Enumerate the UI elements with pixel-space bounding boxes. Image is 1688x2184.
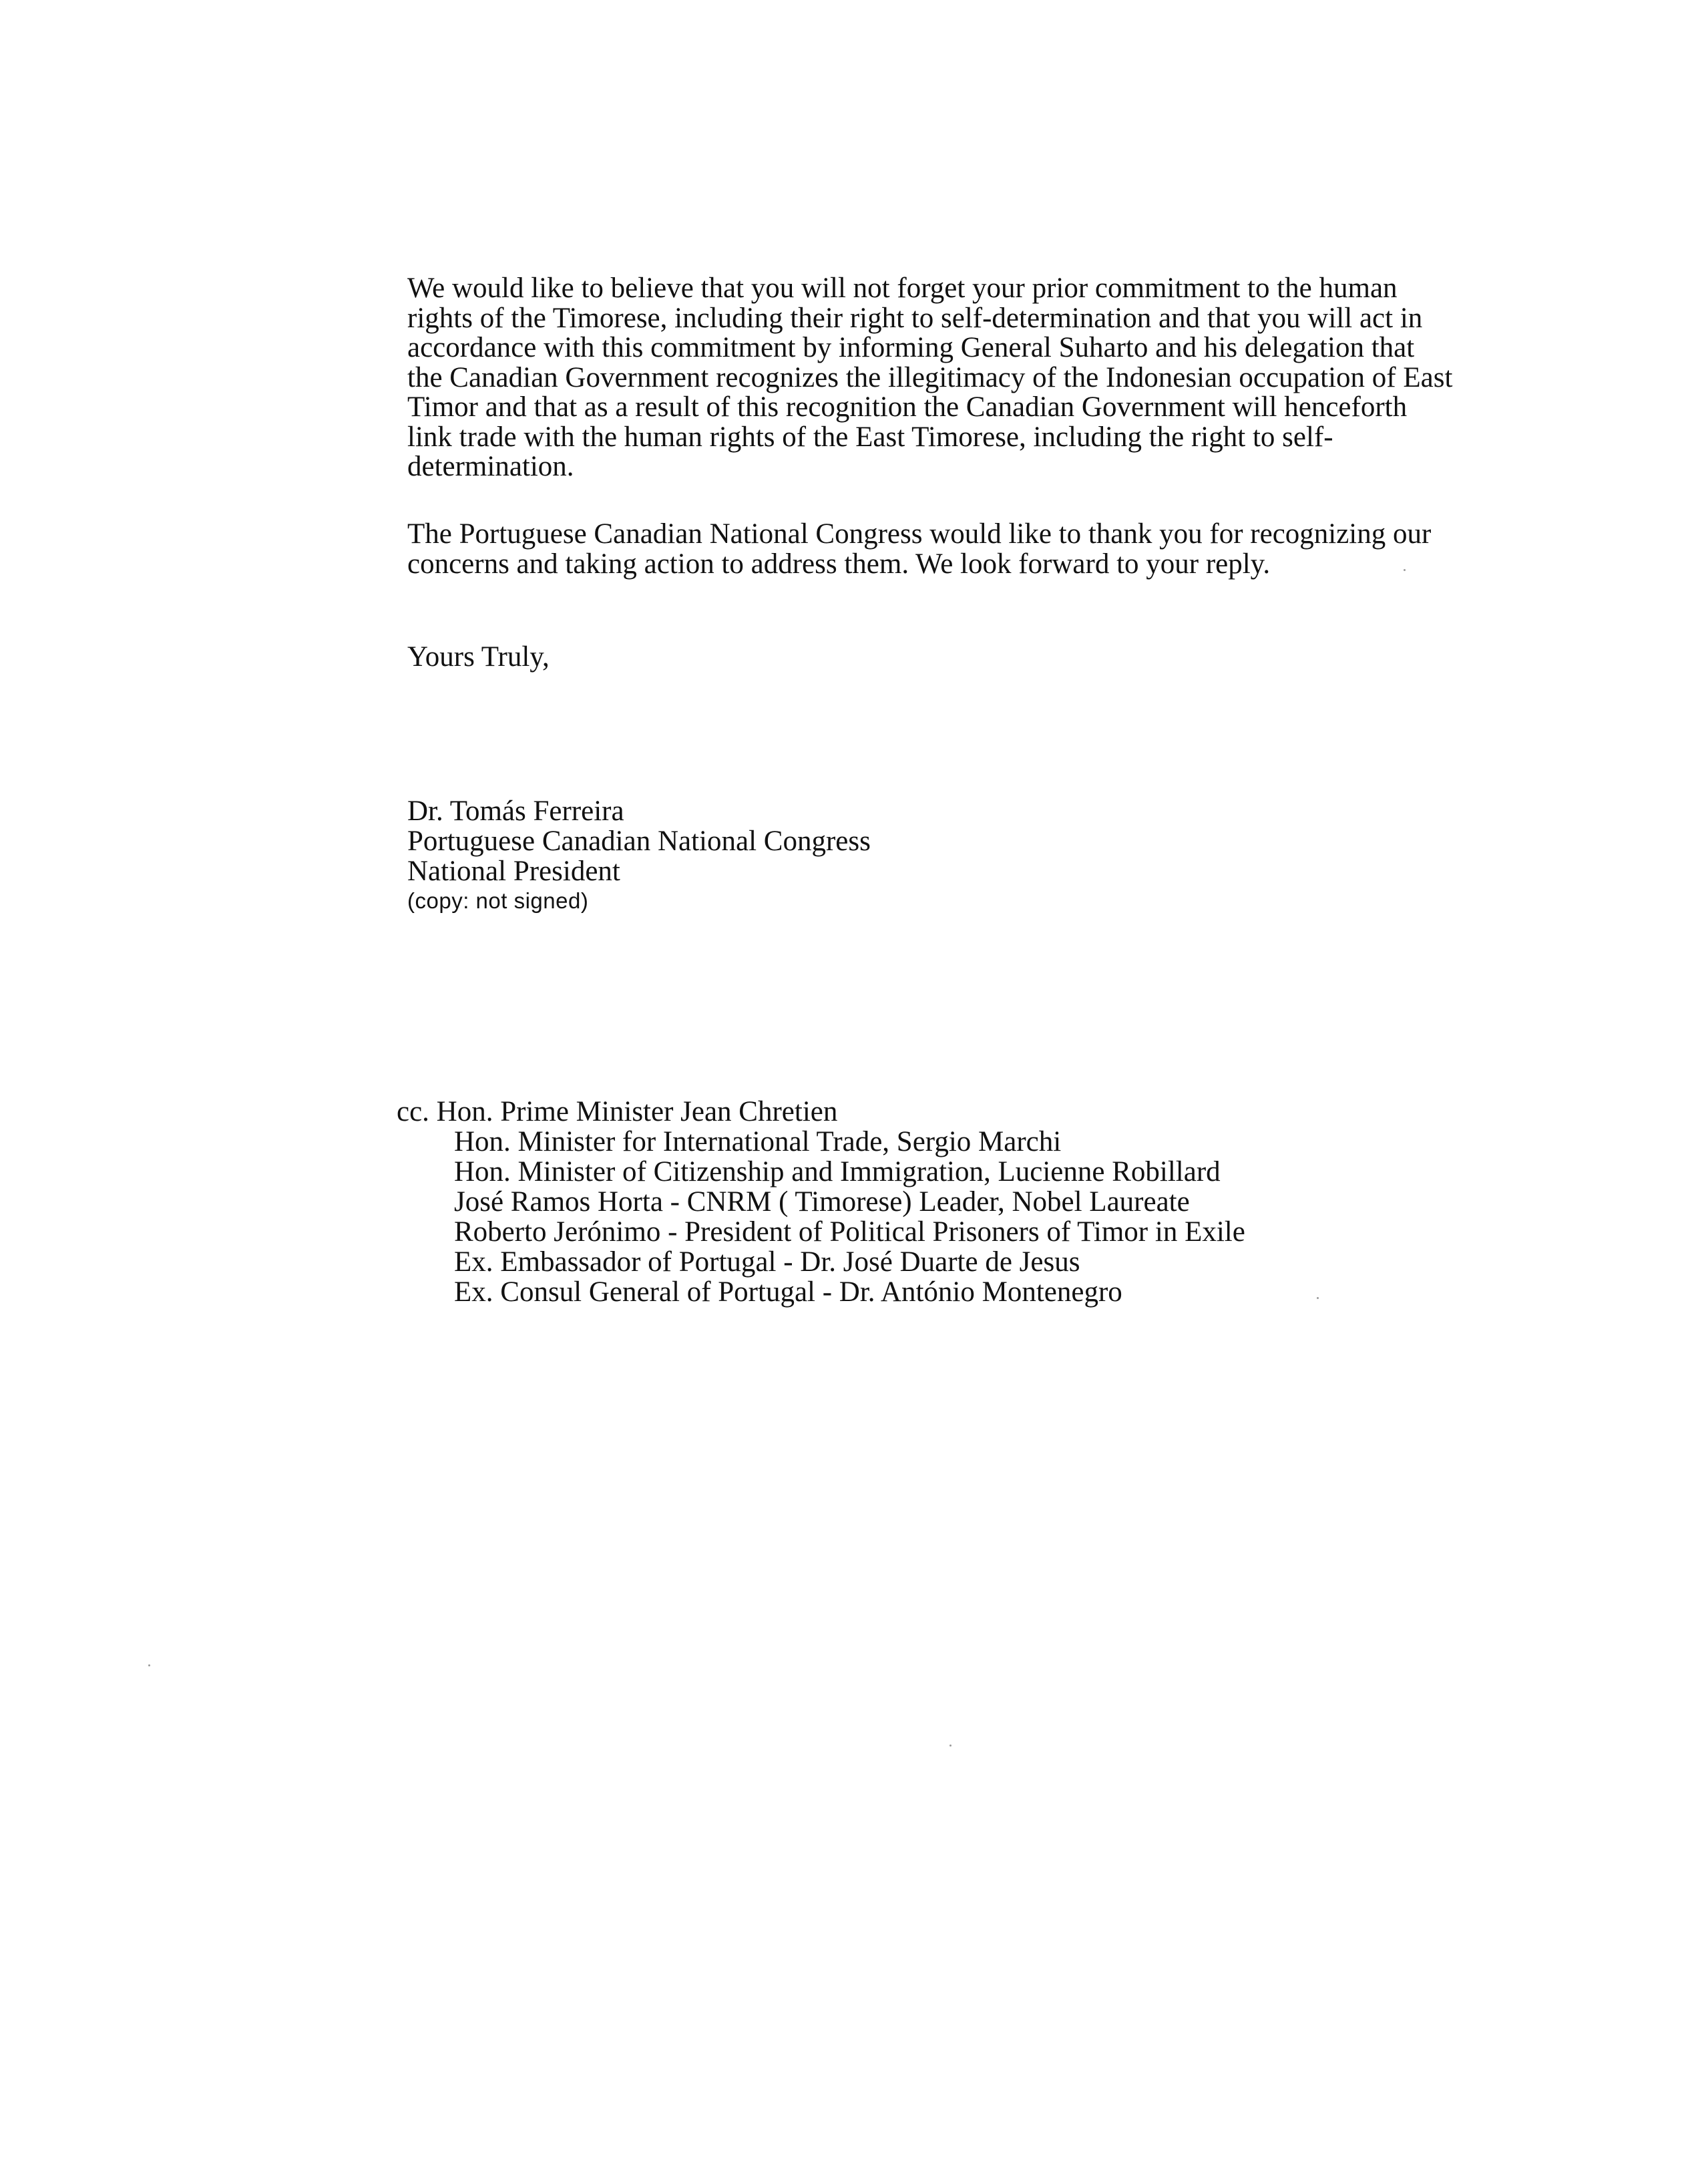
cc-recipient: Ex. Embassador of Portugal - Dr. José Duarte de Jesus	[454, 1246, 1080, 1278]
paragraph-line: rights of the Timorese, including their right to self-determination and that you will act in	[407, 302, 1423, 334]
scan-speck	[950, 1745, 952, 1747]
cc-recipient: Roberto Jerónimo - President of Political Prisoners of Timor in Exile	[454, 1216, 1245, 1248]
signature-note: (copy: not signed)	[407, 888, 589, 913]
signer-organization: Portuguese Canadian National Congress	[407, 826, 871, 857]
scan-speck	[148, 1664, 150, 1666]
paragraph-line: We would like to believe that you will not forget your prior commitment to the human	[407, 272, 1398, 304]
paragraph-line: concerns and taking action to address them. We look forward to your reply.	[407, 548, 1271, 580]
closing-salutation: Yours Truly,	[407, 641, 550, 673]
scan-speck	[1404, 569, 1406, 571]
cc-first-line: cc. Hon. Prime Minister Jean Chretien	[397, 1096, 838, 1127]
signer-title: National President	[407, 856, 620, 887]
cc-recipient: Ex. Consul General of Portugal - Dr. António Montenegro	[454, 1276, 1122, 1308]
signature-block	[407, 796, 871, 916]
scan-speck	[1317, 1297, 1319, 1299]
paragraph-line: The Portuguese Canadian National Congress would like to thank you for recognizing our	[407, 518, 1432, 550]
cc-recipient: Hon. Minister of Citizenship and Immigration, Lucienne Robillard	[454, 1156, 1221, 1188]
signer-name: Dr. Tomás Ferreira	[407, 795, 624, 827]
paragraph-line: accordance with this commitment by informing General Suharto and his delegation that	[407, 332, 1415, 363]
cc-list	[397, 1097, 1245, 1307]
body-paragraph-2	[407, 520, 1502, 579]
paragraph-line: Timor and that as a result of this recognition the Canadian Government will henceforth	[407, 391, 1408, 423]
cc-recipient: José Ramos Horta - CNRM ( Timorese) Leader, Nobel Laureate	[454, 1186, 1190, 1218]
paragraph-line: determination.	[407, 451, 574, 482]
cc-recipient: Hon. Minister for International Trade, Sergio Marchi	[454, 1126, 1062, 1157]
body-paragraph-1	[407, 274, 1502, 482]
paragraph-line: the Canadian Government recognizes the illegitimacy of the Indonesian occupation of East	[407, 361, 1453, 393]
paragraph-line: link trade with the human rights of the East Timorese, including the right to self-	[407, 421, 1333, 453]
